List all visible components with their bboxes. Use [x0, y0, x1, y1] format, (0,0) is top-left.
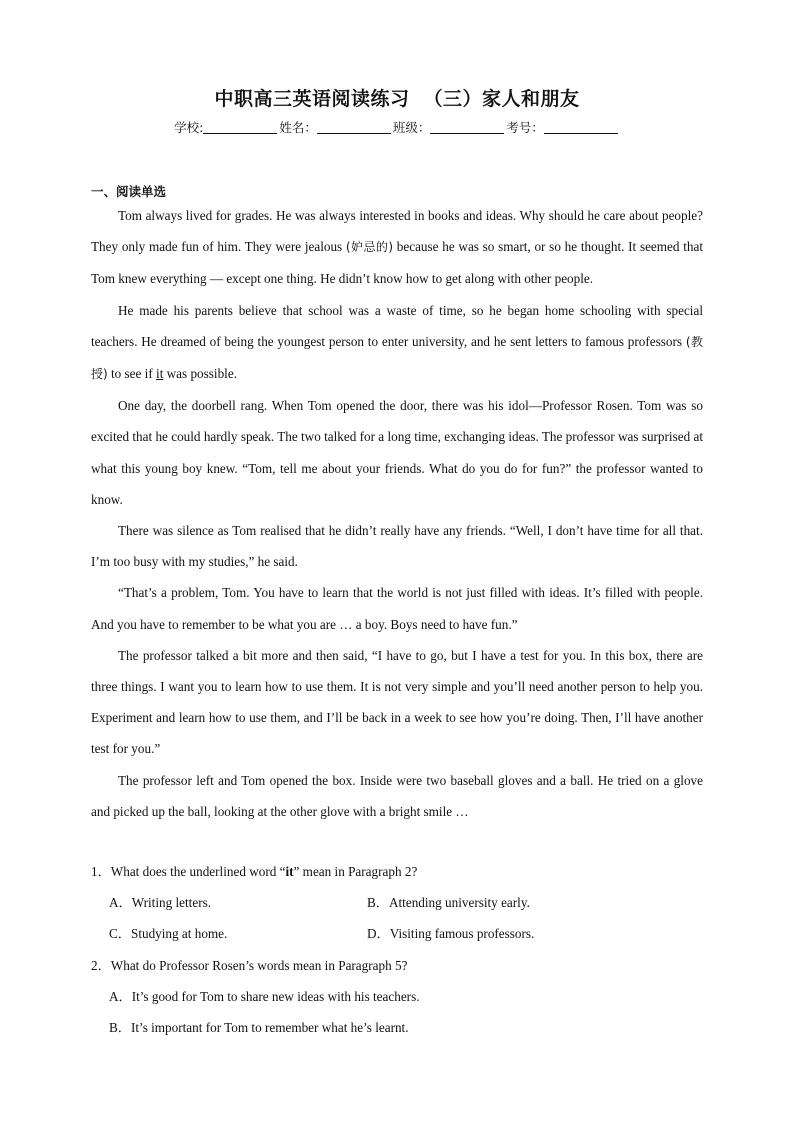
- paragraph-1: [91, 200, 703, 295]
- p2-text-a: He made his parents believe that school was a waste of time, so he began home schooling with special teachers. He dreamed of being the youngest person to enter university, and he sent letters to famous professors: [91, 302, 703, 349]
- paragraph-7: The professor left and Tom opened the box. Inside were two baseball gloves and a ball. He tried on a glove and picked up the ball, looking at the other glove with a bright smile …: [91, 772, 703, 819]
- q1-option-c[interactable]: C．Studying at home.: [109, 926, 228, 942]
- reading-passage: [91, 200, 703, 827]
- q2-option-b[interactable]: B．It’s important for Tom to remember what he’s learnt.: [109, 1020, 409, 1036]
- question-2: 2．What do Professor Rosen’s words mean in Paragraph 5?: [91, 957, 408, 973]
- q1-text-b: ” mean in Paragraph 2?: [293, 864, 418, 879]
- paragraph-3: One day, the doorbell rang. When Tom opened the door, there was his idol—Professor Rosen. Tom was so excited that he could hardly speak. The two talked for a long time, exchanging ideas. The professor was surprised at what this young boy knew. “Tom, tell me about your friends. What do you do for fun?” the professor wanted to know.: [91, 398, 703, 507]
- section-title: 一、阅读单选: [91, 184, 167, 199]
- q1-options-row-1: [91, 887, 703, 918]
- q1-options-row-2: [91, 918, 703, 949]
- underlined-word-it: it: [156, 366, 164, 382]
- p2-text-c: was possible.: [163, 366, 237, 382]
- p1-gloss: (妒忌的): [345, 240, 394, 255]
- page-title: [0, 84, 794, 111]
- paragraph-6: The professor talked a bit more and then said, “I have to go, but I have a test for you. In this box, there are three things. I want you to learn how to use them. It is not very simple and you’ll need another person to help you. Experiment and learn how to use them, and I’ll be back in a week to see how you’re doing. Then, I’ll have another test for you.”: [91, 647, 703, 757]
- class-blank[interactable]: [430, 121, 504, 134]
- class-label: 班级：: [392, 120, 431, 135]
- title-main: 中职高三英语阅读练习: [214, 88, 410, 110]
- questions-block: [91, 856, 703, 1043]
- title-subtitle: （三）家人和朋友: [423, 88, 580, 110]
- q1-option-d[interactable]: D．Visiting famous professors.: [367, 926, 535, 942]
- exam-no-blank[interactable]: [544, 121, 618, 134]
- q1-option-a[interactable]: A．Writing letters.: [109, 895, 212, 911]
- q2-option-a[interactable]: A．It’s good for Tom to share new ideas with his teachers.: [109, 988, 420, 1004]
- p1-text-b: because he was so smart, or so he thought. It seemed that Tom knew everything — except one thing. He didn’t know how to get along with other people.: [91, 239, 703, 287]
- name-blank[interactable]: [317, 121, 391, 134]
- exam-no-label: 考号：: [506, 120, 544, 135]
- p2-gloss: (教授): [91, 334, 703, 382]
- school-label: 学校:: [174, 120, 204, 135]
- q1-text-a: 1．What does the underlined word “: [91, 864, 286, 879]
- school-blank[interactable]: [203, 121, 277, 134]
- paragraph-2: [91, 295, 703, 391]
- name-label: 姓名：: [279, 120, 317, 135]
- q1-option-b[interactable]: B．Attending university early.: [367, 895, 530, 911]
- p2-text-b: to see if: [107, 366, 157, 382]
- q1-word: it: [285, 864, 294, 879]
- paragraph-5: “That’s a problem, Tom. You have to learn that the world is not just filled with ideas. It’s filled with people. And you have to remember to be what you are … a boy. Boys need to have fun.”: [91, 585, 703, 632]
- question-1: [91, 856, 703, 887]
- p1-text-a: Tom always lived for grades. He was always interested in books and ideas. Why should he care about people? They only made fun of him. They were jealous: [91, 208, 703, 255]
- student-info-line: [0, 118, 794, 136]
- paragraph-4: There was silence as Tom realised that he didn’t really have any friends. “Well, I don’t have time for all that. I’m too busy with my studies,” he said.: [91, 523, 703, 570]
